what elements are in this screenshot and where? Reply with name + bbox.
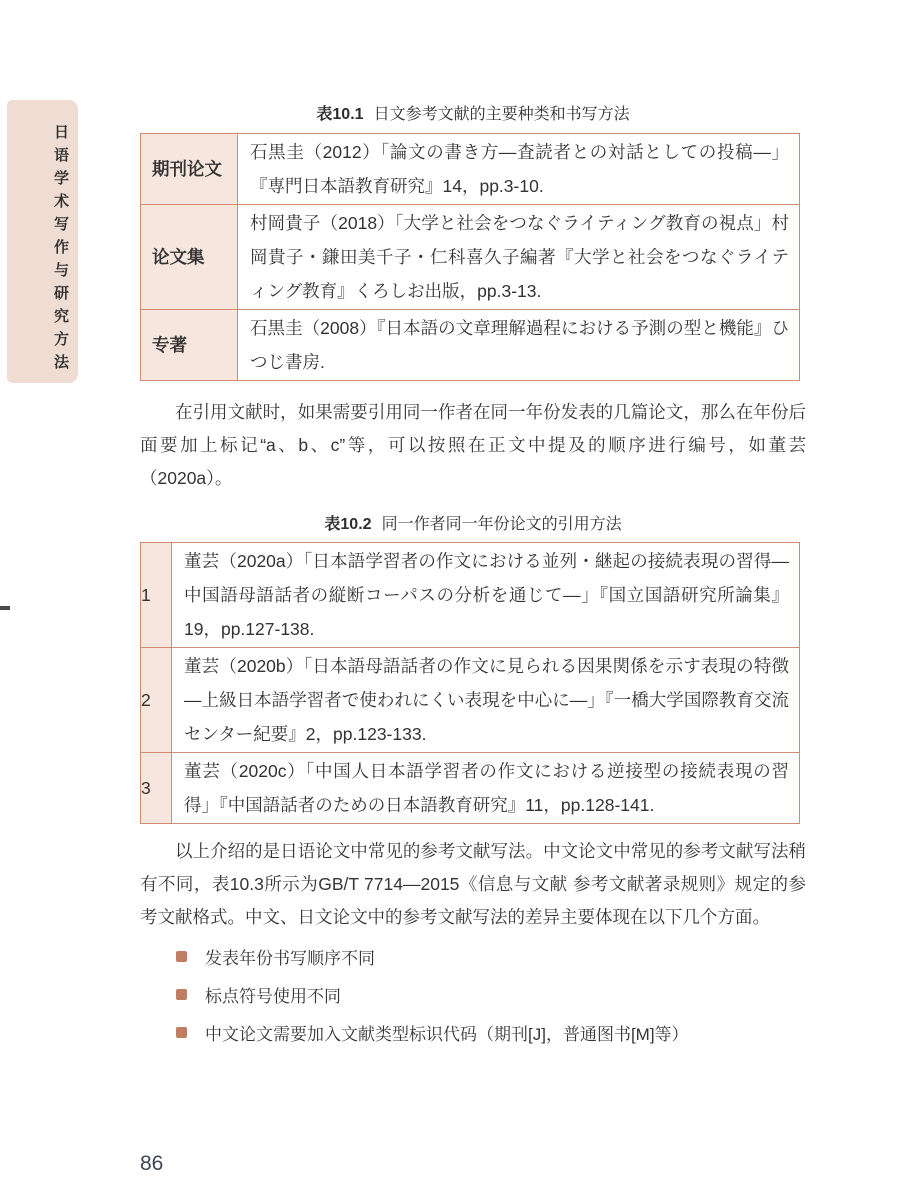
reference-cell: 董芸（2020b）「日本語母語話者の作文に見られる因果関係を示す表現の特徴―上級日本語学習者で使われにくい表現を中心に―」『一橋大学国際教育交流センター紀要』2，pp.123-133. [172,648,800,753]
reference-types-table [140,133,800,381]
table1-caption-number: 表10.1 [316,106,364,123]
reference-cell: 石黒圭（2008）『日本語の文章理解過程における予測の型と機能』ひつじ書房. [238,310,800,381]
table-row [141,543,800,648]
difference-bullet-list [140,937,806,1051]
chapter-side-tab-label: 日语学术写作与研究方法 [52,124,69,377]
reference-cell: 董芸（2020a）「日本語学習者の作文における並列・継起の接続表現の習得―中国語母語話者の縦断コーパスの分析を通じて―」『国立国語研究所論集』19，pp.127-138. [172,543,800,648]
reference-cell: 石黒圭（2012）「論文の書き方―査読者との対話としての投稿―」『専門日本語教育研究』14，pp.3-10. [238,134,800,205]
bullet-square-icon [176,951,187,962]
row-number-cell: 1 [141,543,172,648]
table-row [141,648,800,753]
reference-cell: 村岡貴子（2018）「大学と社会をつなぐライティング教育の視点」村岡貴子・鎌田美千子・仁科喜久子編著『大学と社会をつなぐライティング教育』くろしお出版，pp.3-13. [238,205,800,310]
row-header-cell: 专著 [141,310,238,381]
page-content [140,104,806,1051]
table2-caption-number: 表10.2 [324,516,372,533]
table-row [141,205,800,310]
table2-caption [140,514,806,536]
table-row [141,310,800,381]
body-paragraph: 以上介绍的是日语论文中常见的参考文献写法。中文论文中常见的参考文献写法稍有不同，表10.3所示为GB/T 7714—2015《信息与文献 参考文献著录规则》规定的参考文献格式。中文、日文论文中的参考文献写法的差异主要体现在以下几个方面。 [140,841,806,927]
list-item [140,975,806,1013]
row-header-cell: 论文集 [141,205,238,310]
list-item-text: 发表年份书写顺序不同 [205,948,375,968]
list-item-text: 标点符号使用不同 [205,986,341,1006]
table1-caption-title: 日文参考文献的主要种类和书写方法 [373,106,630,123]
chapter-side-tab [7,100,78,383]
bullet-square-icon [176,1027,187,1038]
same-author-citations-table [140,542,800,824]
table-row [141,753,800,824]
list-item [140,1013,806,1051]
reference-cell: 董芸（2020c）「中国人日本語学習者の作文における逆接型の接続表現の習得」『中国語話者のための日本語教育研究』11，pp.128-141. [172,753,800,824]
body-paragraph: 在引用文献时，如果需要引用同一作者在同一年份发表的几篇论文，那么在年份后面要加上标记“a、b、c”等，可以按照在正文中提及的顺序进行编号，如董芸（2020a）。 [140,402,806,488]
row-number-cell: 2 [141,648,172,753]
page-number: 86 [140,1152,164,1175]
table2-caption-title: 同一作者同一年份论文的引用方法 [381,516,622,533]
list-item [140,937,806,975]
row-header-cell: 期刊论文 [141,134,238,205]
margin-dash [0,606,10,610]
bullet-square-icon [176,989,187,1000]
list-item-text: 中文论文需要加入文献类型标识代码（期刊[J]，普通图书[M]等） [205,1024,689,1044]
row-number-cell: 3 [141,753,172,824]
table1-caption [140,104,806,126]
table-row [141,134,800,205]
